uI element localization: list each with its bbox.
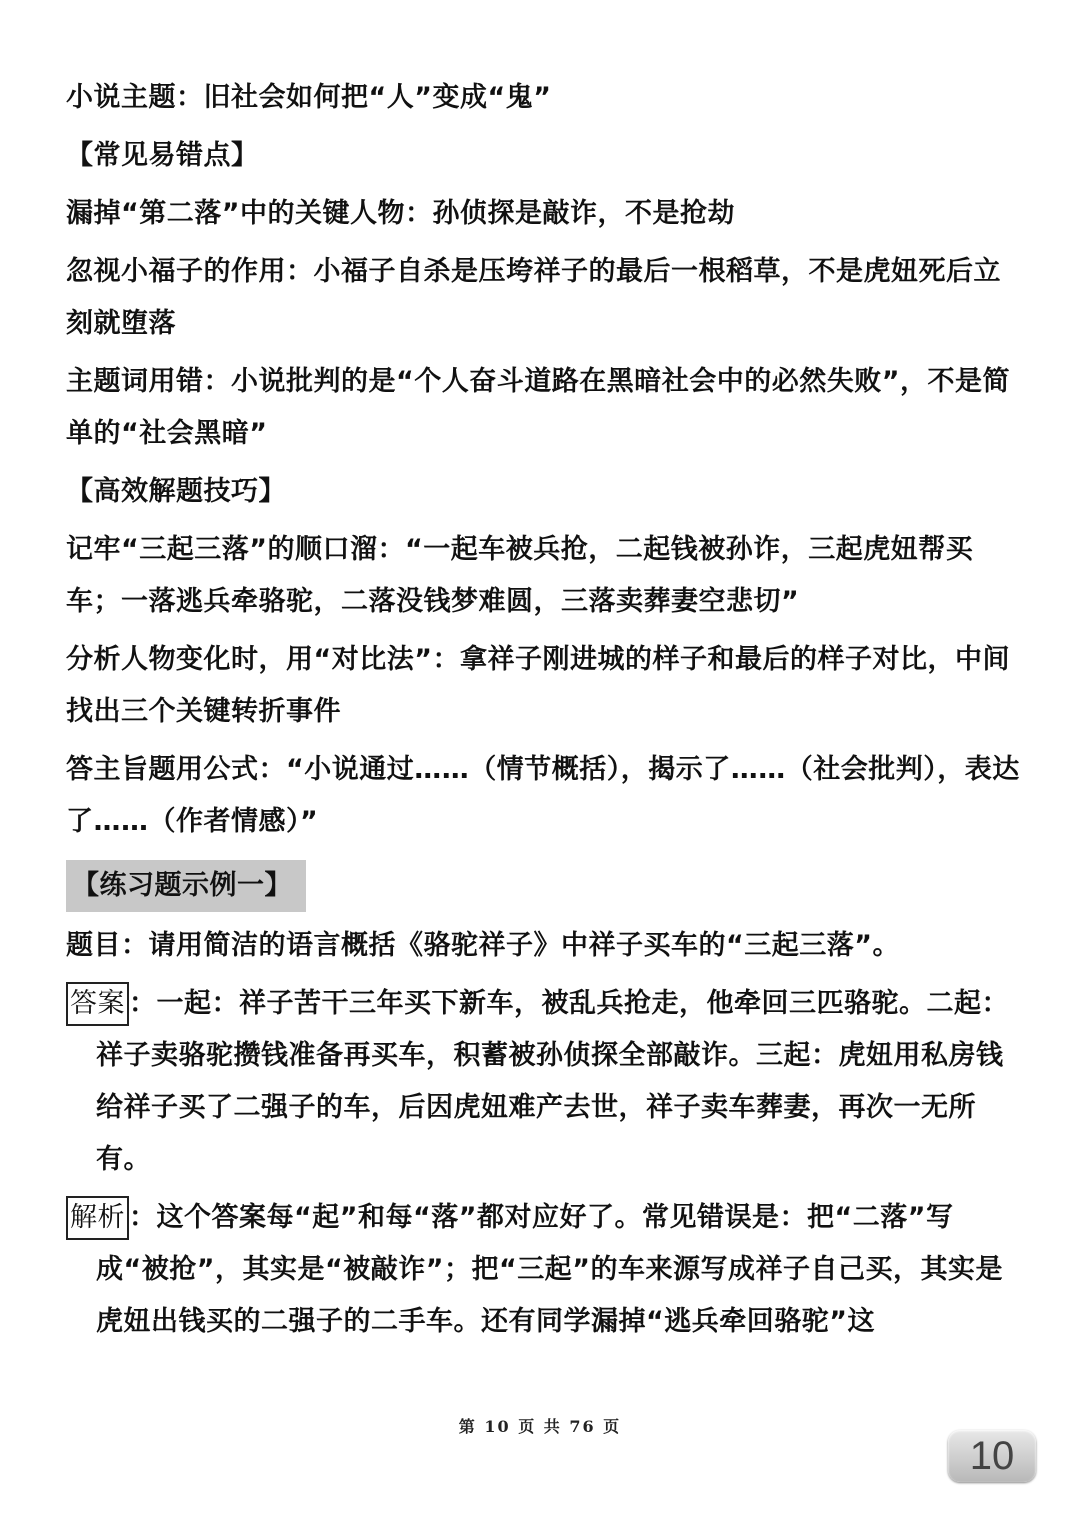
page-content [66,72,1026,1354]
mistake-item-3: 主题词用错：小说批判的是“个人奋斗道路在黑暗社会中的必然失败”，不是简单的“社会黑暗” [66,366,1010,449]
answer-text: ：一起：祥子苦干三年买下新车，被乱兵抢走，他牵回三匹骆驼。二起：祥子卖骆驼攒钱准备再买车，积蓄被孙侦探全部敲诈。三起：虎妞用私房钱给祥子买了二强子的车，后因虎妞难产去世，祥子卖车葬妻，再次一无所有。 [96,988,1009,1175]
analysis-block [66,1192,1026,1348]
tips-heading: 【高效解题技巧】 [66,476,286,507]
tip-item-2: 分析人物变化时，用“对比法”：拿祥子刚进城的样子和最后的样子对比，中间找出三个关键转折事件 [66,644,1010,727]
page-number-badge: 10 [948,1430,1036,1482]
novel-theme-line: 小说主题：旧社会如何把“人”变成“鬼” [66,82,552,113]
analysis-label-box: 解析 [66,1196,129,1240]
analysis-text: ：这个答案每“起”和每“落”都对应好了。常见错误是：把“二落”写成“被抢”，其实是“被敲诈”；把“三起”的车来源写成祥子自己买，其实是虎妞出钱买的二强子的二手车。还有同学漏掉“逃兵牵回骆驼”这 [96,1202,1003,1337]
question-line: 题目：请用简洁的语言概括《骆驼祥子》中祥子买车的“三起三落”。 [66,930,900,961]
example-heading: 【练习题示例一】 [66,860,306,912]
tip-item-3: 答主旨题用公式：“小说通过……（情节概括），揭示了……（社会批判），表达了……（作者情感）” [66,754,1020,837]
answer-block [66,978,1026,1186]
page-footer: 第 10 页 共 76 页 [458,1417,622,1436]
mistake-item-2: 忽视小福子的作用：小福子自杀是压垮祥子的最后一根稻草，不是虎妞死后立刻就堕落 [66,256,1001,339]
mistake-item-1: 漏掉“第二落”中的关键人物：孙侦探是敲诈，不是抢劫 [66,198,735,229]
tip-item-1: 记牢“三起三落”的顺口溜：“一起车被兵抢，二起钱被孙诈，三起虎妞帮买车；一落逃兵牵骆驼，二落没钱梦难圆，三落卖葬妻空悲切” [66,534,974,617]
common-mistakes-heading: 【常见易错点】 [66,140,259,171]
answer-label-box: 答案 [66,982,129,1026]
